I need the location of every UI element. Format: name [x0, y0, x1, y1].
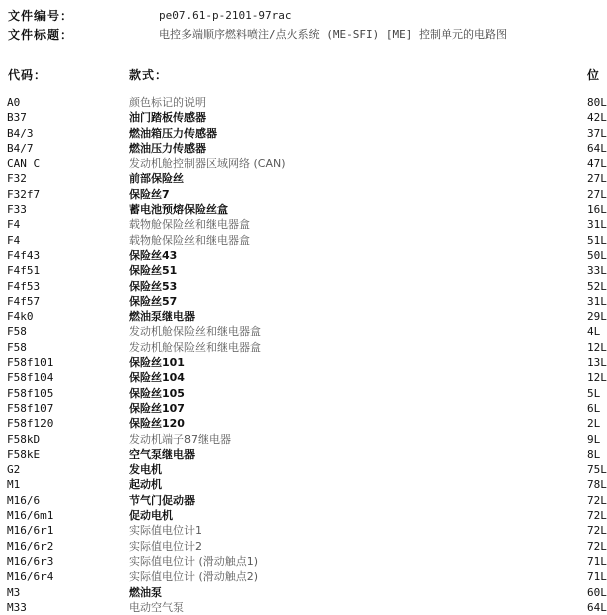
- component-code: B4/3: [7, 126, 34, 140]
- component-position: 51L: [587, 233, 607, 247]
- table-row: [0, 110, 607, 125]
- column-header-code: 代码：: [8, 68, 48, 82]
- component-description: 实际值电位计2: [129, 539, 202, 553]
- component-position: 16L: [587, 203, 607, 217]
- table-row: [0, 248, 607, 263]
- component-code: F4f53: [7, 279, 41, 293]
- table-row: [0, 554, 607, 569]
- component-description: 发动机舱控制器区域网络 (CAN): [129, 157, 286, 171]
- component-code: F58f105: [7, 386, 54, 400]
- table-row: [0, 432, 602, 447]
- table-row: [0, 447, 602, 462]
- table-row: [0, 539, 607, 554]
- component-description: 保险丝104: [129, 371, 185, 385]
- component-code: M33: [7, 600, 27, 614]
- table-row: [0, 569, 607, 584]
- component-description: 发动机舱保险丝和继电器盒: [129, 325, 261, 339]
- component-description: 燃油泵继电器: [129, 310, 195, 324]
- table-row: [0, 263, 607, 278]
- table-row: [0, 416, 602, 431]
- component-code: F32: [7, 172, 27, 186]
- component-code: F4k0: [7, 310, 34, 324]
- table-row: [0, 523, 607, 538]
- component-position: 27L: [587, 187, 607, 201]
- component-position: 5L: [587, 386, 601, 400]
- document-number-label: 文件编号：: [8, 9, 74, 23]
- component-description: 载物舱保险丝和继电器盒: [129, 233, 250, 247]
- component-description: 发动机端子87继电器: [129, 432, 231, 446]
- component-position: 75L: [587, 463, 607, 477]
- component-code: F32f7: [7, 187, 41, 201]
- table-row: [0, 600, 607, 614]
- component-description: 蓄电池预熔保险丝盒: [129, 203, 228, 217]
- component-position: 78L: [587, 478, 607, 492]
- component-position: 33L: [587, 264, 607, 278]
- table-row: [0, 340, 607, 355]
- component-position: 60L: [587, 585, 607, 599]
- component-code: F58f104: [7, 371, 54, 385]
- component-code: M16/6r4: [7, 570, 54, 584]
- component-code: F58kD: [7, 432, 41, 446]
- table-row: [0, 401, 602, 416]
- component-description: 节气门促动器: [129, 493, 195, 507]
- component-position: 42L: [587, 111, 607, 125]
- component-code: M3: [7, 585, 21, 599]
- table-row: [0, 355, 607, 370]
- component-position: 13L: [587, 356, 607, 370]
- component-position: 8L: [587, 447, 601, 461]
- component-position: 50L: [587, 248, 607, 262]
- table-row: [0, 279, 607, 294]
- component-description: 空气泵继电器: [129, 447, 195, 461]
- component-position: 71L: [587, 554, 607, 568]
- component-description: 保险丝53: [129, 279, 178, 293]
- component-description: 发动机舱保险丝和继电器盒: [129, 340, 261, 354]
- component-position: 72L: [587, 493, 607, 507]
- component-description: 燃油箱压力传感器: [129, 126, 217, 140]
- component-code: M16/6r1: [7, 524, 54, 538]
- component-code: M16/6r2: [7, 539, 54, 553]
- component-position: 37L: [587, 126, 607, 140]
- component-position: 80L: [587, 96, 607, 109]
- component-description: 保险丝101: [129, 356, 185, 370]
- component-position: 9L: [587, 432, 601, 446]
- component-description: 发电机: [129, 463, 162, 477]
- component-code: F4f57: [7, 294, 41, 308]
- component-position: 72L: [587, 539, 607, 553]
- column-header-position: 位: [587, 68, 601, 82]
- component-code: F58f120: [7, 417, 54, 431]
- document-title-value: 电控多端顺序燃料喷注/点火系统 (ME-SFI) [ME] 控制单元的电路图: [159, 28, 507, 41]
- component-position: 31L: [587, 218, 607, 232]
- component-description: 保险丝105: [129, 386, 185, 400]
- component-code: M16/6m1: [7, 509, 54, 523]
- table-row: [0, 156, 607, 171]
- table-row: [0, 477, 607, 492]
- component-description: 实际值电位计 (滑动触点2): [129, 570, 259, 584]
- table-row: [0, 202, 607, 217]
- component-description: 前部保险丝: [129, 172, 184, 186]
- component-position: 52L: [587, 279, 607, 293]
- component-code: F33: [7, 203, 27, 217]
- component-code: M16/6r3: [7, 554, 54, 568]
- component-list: [0, 95, 607, 614]
- component-description: 燃油压力传感器: [129, 141, 206, 155]
- component-position: 47L: [587, 157, 607, 171]
- document-title-label: 文件标题：: [8, 28, 74, 42]
- component-code: B4/7: [7, 141, 34, 155]
- component-position: 72L: [587, 524, 607, 538]
- component-position: 12L: [587, 371, 607, 385]
- table-row: [0, 309, 607, 324]
- component-code: F4f43: [7, 248, 41, 262]
- component-code: F58: [7, 340, 27, 354]
- component-position: 64L: [587, 141, 607, 155]
- component-code: F4f51: [7, 264, 41, 278]
- table-row: [0, 386, 602, 401]
- column-header-description: 款式：: [129, 68, 169, 82]
- component-description: 保险丝107: [129, 401, 185, 415]
- component-code: B37: [7, 111, 27, 125]
- table-row: [0, 95, 607, 110]
- component-code: M1: [7, 478, 21, 492]
- component-position: 72L: [587, 509, 607, 523]
- component-code: F58f107: [7, 401, 54, 415]
- component-description: 油门踏板传感器: [129, 111, 206, 125]
- component-description: 载物舱保险丝和继电器盒: [129, 218, 250, 232]
- table-row: [0, 217, 607, 232]
- component-code: F58kE: [7, 447, 41, 461]
- component-code: M16/6: [7, 493, 41, 507]
- component-description: 燃油泵: [129, 585, 162, 599]
- component-description: 实际值电位计 (滑动触点1): [129, 554, 259, 568]
- table-row: [0, 171, 607, 186]
- component-description: 实际值电位计1: [129, 524, 202, 538]
- component-position: 64L: [587, 600, 607, 614]
- component-description: 保险丝57: [129, 294, 178, 308]
- table-row: [0, 187, 607, 202]
- component-position: 29L: [587, 310, 607, 324]
- component-description: 保险丝120: [129, 417, 185, 431]
- component-description: 电动空气泵: [129, 600, 184, 614]
- component-position: 6L: [587, 401, 601, 415]
- component-code: F58: [7, 325, 27, 339]
- table-row: [0, 370, 607, 385]
- table-row: [0, 462, 607, 477]
- component-code: A0: [7, 96, 21, 109]
- component-description: 促动电机: [129, 509, 173, 523]
- component-description: 起动机: [129, 478, 162, 492]
- component-code: F58f101: [7, 356, 54, 370]
- table-row: [0, 585, 607, 600]
- component-position: 71L: [587, 570, 607, 584]
- table-row: [0, 126, 607, 141]
- component-description: 保险丝43: [129, 248, 178, 262]
- component-code: CAN C: [7, 157, 41, 171]
- table-row: [0, 141, 607, 156]
- component-code: G2: [7, 463, 21, 477]
- component-position: 4L: [587, 325, 601, 339]
- component-position: 31L: [587, 294, 607, 308]
- component-position: 12L: [587, 340, 607, 354]
- table-row: [0, 294, 607, 309]
- component-description: 保险丝51: [129, 264, 178, 278]
- table-row: [0, 324, 602, 339]
- component-code: F4: [7, 233, 21, 247]
- component-position: 2L: [587, 417, 601, 431]
- table-row: [0, 493, 607, 508]
- table-row: [0, 233, 607, 248]
- table-row: [0, 508, 607, 523]
- component-description: 颜色标记的说明: [129, 96, 206, 109]
- component-position: 27L: [587, 172, 607, 186]
- component-code: F4: [7, 218, 21, 232]
- document-number-value: pe07.61-p-2101-97rac: [159, 9, 292, 22]
- component-description: 保险丝7: [129, 187, 170, 201]
